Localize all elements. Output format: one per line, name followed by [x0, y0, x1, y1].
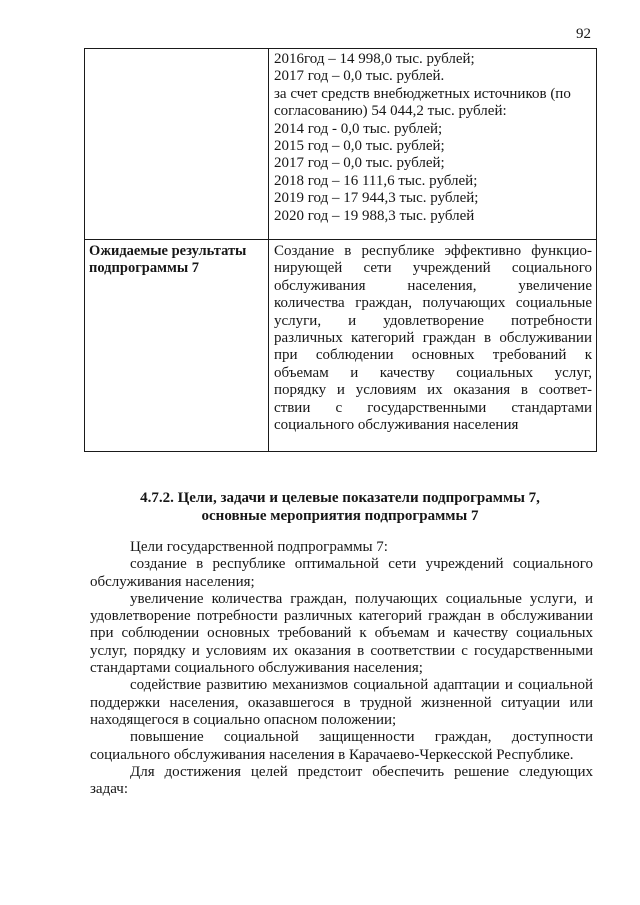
funding-line: за счет средств внебюджетных источников (по	[274, 85, 571, 102]
paragraph: Цели государственной подпрограммы 7:	[130, 539, 388, 555]
paragraph: создание в республике оптимальной сети учреждений социального обслуживания населения;	[90, 556, 593, 590]
funding-cell	[269, 49, 597, 240]
section-heading	[100, 489, 580, 525]
section-heading-line: 4.7.2. Цели, задачи и целевые показатели подпрограммы 7,	[140, 490, 540, 506]
results-line: различных категорий граждан в обслуживании	[274, 330, 592, 347]
funding-line: 2016год – 14 998,0 тыс. рублей;	[274, 51, 475, 67]
results-line: нирующей сети учреждений социального	[274, 260, 592, 277]
results-line: при соблюдении основных требований к	[274, 347, 592, 364]
results-line: социального обслуживания населения	[274, 417, 519, 434]
expected-results-label	[85, 240, 269, 452]
paragraph: содействие развитию механизмов социальной адаптации и социальной поддержки населения, оказавшегося в трудной жизненной ситуации или находящегося в социально опасном положении;	[90, 677, 593, 728]
program-table	[84, 48, 597, 452]
results-line: Создание в республике эффективно функцио-	[274, 243, 592, 259]
paragraph: Для достижения целей предстоит обеспечить решение следующих задач:	[90, 763, 593, 798]
paragraph: повышение социальной защищенности граждан, доступности социального обслуживания населения в Карачаево-Черкесской Республике.	[90, 729, 593, 763]
table-row-expected-results	[85, 240, 597, 452]
section-heading-line: основные мероприятия подпрограммы 7	[201, 508, 479, 524]
funding-line: 2019 год – 17 944,3 тыс. рублей;	[274, 190, 479, 207]
page-number: 92	[576, 26, 591, 42]
results-line: услуги, и удовлетворение потребности	[274, 312, 592, 329]
funding-line: 2018 год – 16 111,6 тыс. рублей;	[274, 172, 478, 189]
funding-line: 2020 год – 19 988,3 тыс. рублей	[274, 207, 475, 224]
results-line: обслуживания населения, увеличение	[274, 277, 592, 294]
label-line: Ожидаемые результаты	[89, 243, 247, 259]
funding-line: 2015 год – 0,0 тыс. рублей;	[274, 138, 445, 155]
funding-line: 2017 год – 0,0 тыс. рублей.	[274, 68, 445, 85]
paragraph: увеличение количества граждан, получающих социальные услуги, и удовлетворение потребности различных категорий граждан в обслуживании при соблюдении основных требований к объемам и качеству социальных услуг, порядку и условиям их оказания в соответствии с государственными стандартами социального обслуживания населения;	[90, 590, 593, 677]
results-line: ствии с государственными стандартами	[274, 399, 592, 416]
results-line: порядку и условиям их оказания в соответ-	[274, 382, 592, 399]
funding-line: 2017 год – 0,0 тыс. рублей;	[274, 155, 445, 172]
results-line: количества граждан, получающих социальные	[274, 295, 592, 312]
expected-results-text	[269, 240, 597, 452]
table-row-funding	[85, 49, 597, 240]
body-text	[90, 539, 593, 798]
table-cell-empty	[85, 49, 269, 240]
funding-line: согласованию) 54 044,2 тыс. рублей:	[274, 103, 507, 120]
funding-line: 2014 год - 0,0 тыс. рублей;	[274, 120, 443, 137]
label-line: подпрограммы 7	[89, 260, 200, 277]
results-line: объемам и качеству социальных услуг,	[274, 364, 592, 381]
